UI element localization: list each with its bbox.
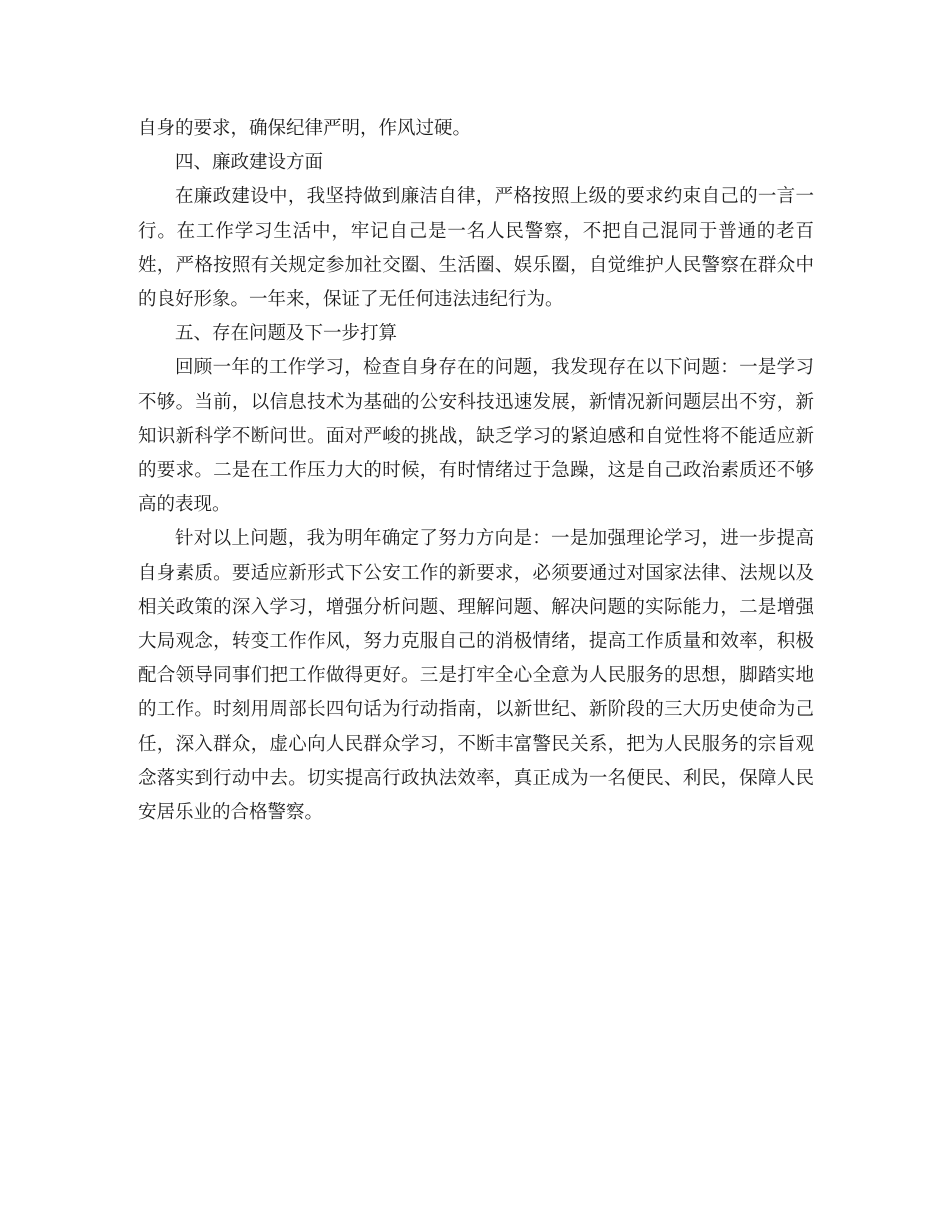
section-heading-problems: 五、存在问题及下一步打算 [175,323,398,345]
section-heading-integrity: 四、廉政建设方面 [175,152,324,174]
paragraph-plans: 针对以上问题，我为明年确定了努力方向是：一是加强理论学习，进一步提高自身素质。要适应新形式下公安工作的新要求，必须要通过对国家法律、法规以及相关政策的深入学习，增强分析问题、理解问题、解决问题的实际能力，二是增强大局观念，转变工作作风，努力克服自己的消极情绪，提高工作质量和效率，积极配合领导同事们把工作做得更好。三是打牢全心全意为人民服务的思想，脚踏实地的工作。时刻用周部长四句话为行动指南，以新世纪、新阶段的三大历史使命为己任，深入群众，虚心向人民群众学习，不断丰富警民关系，把为人民服务的宗旨观念落实到行动中去。切实提高行政执法效率，真正成为一名便民、利民，保障人民安居乐业的合格警察。 [138,528,814,824]
paragraph-continuation: 自身的要求，确保纪律严明，作风过硬。 [138,118,472,139]
document-body [138,112,814,830]
paragraph-integrity: 在廉政建设中，我坚持做到廉洁自律，严格按照上级的要求约束自己的一言一行。在工作学习生活中，牢记自己是一名人民警察，不把自己混同于普通的老百姓，严格按照有关规定参加社交圈、生活圈、娱乐圈，自觉维护人民警察在群众中的良好形象。一年来，保证了无任何违法违纪行为。 [138,186,814,311]
paragraph-problems: 回顾一年的工作学习，检查自身存在的问题，我发现存在以下问题：一是学习不够。当前，以信息技术为基础的公安科技迅速发展，新情况新问题层出不穷，新知识新科学不断问世。面对严峻的挑战，缺乏学习的紧迫感和自觉性将不能适应新的要求。二是在工作压力大的时候，有时情绪过于急躁，这是自己政治素质还不够高的表现。 [138,357,814,516]
